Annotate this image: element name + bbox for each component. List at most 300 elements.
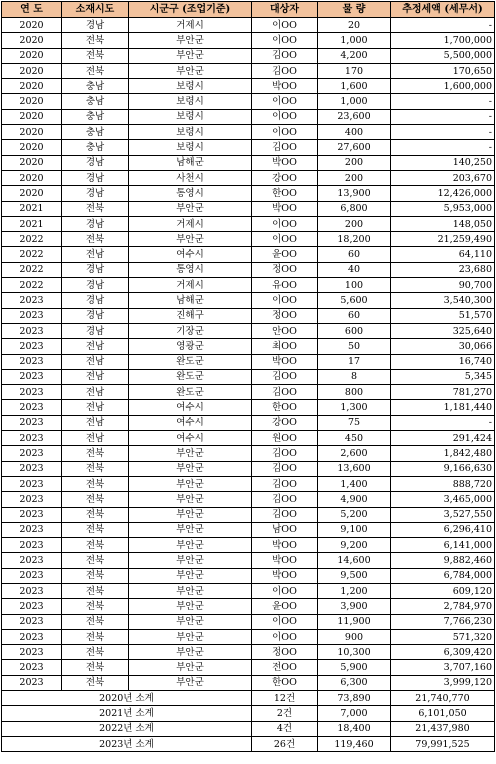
cell-tax-amount: 3,707,160 <box>391 660 495 675</box>
cell-year: 2020 <box>2 109 62 124</box>
cell-subject: 김OO <box>252 492 318 507</box>
table-row <box>2 48 495 63</box>
subtotal-volume: 119,460 <box>318 736 391 751</box>
cell-volume: 5,900 <box>318 660 391 675</box>
cell-year: 2022 <box>2 247 62 262</box>
cell-district: 여수시 <box>129 415 252 430</box>
cell-district: 부안군 <box>129 568 252 583</box>
table-row <box>2 538 495 553</box>
table-row <box>2 293 495 308</box>
subtotal-row <box>2 706 495 721</box>
header-province: 소재시도 <box>62 2 129 18</box>
cell-volume: 75 <box>318 415 391 430</box>
cell-district: 거제시 <box>129 18 252 33</box>
header-year: 연 도 <box>2 2 62 18</box>
cell-tax-amount: 16,740 <box>391 354 495 369</box>
cell-district: 부안군 <box>129 476 252 491</box>
subtotal-label: 2020년 소계 <box>2 691 252 706</box>
cell-volume: 23,600 <box>318 109 391 124</box>
cell-province: 전북 <box>62 599 129 614</box>
cell-district: 진해구 <box>129 308 252 323</box>
cell-subject: 한OO <box>252 186 318 201</box>
cell-tax-amount: 609,120 <box>391 583 495 598</box>
cell-volume: 1,000 <box>318 33 391 48</box>
cell-year: 2023 <box>2 522 62 537</box>
subtotal-amount: 79,991,525 <box>391 736 495 751</box>
cell-volume: 200 <box>318 155 391 170</box>
table-row <box>2 262 495 277</box>
cell-year: 2023 <box>2 369 62 384</box>
cell-tax-amount: 170,650 <box>391 63 495 78</box>
table-row <box>2 522 495 537</box>
cell-province: 경남 <box>62 308 129 323</box>
cell-province: 전북 <box>62 461 129 476</box>
cell-subject: 유OO <box>252 278 318 293</box>
cell-province: 전북 <box>62 201 129 216</box>
table-row <box>2 385 495 400</box>
cell-volume: 17 <box>318 354 391 369</box>
cell-subject: 강OO <box>252 415 318 430</box>
subtotal-label: 2023년 소계 <box>2 736 252 751</box>
cell-district: 부안군 <box>129 201 252 216</box>
table-row <box>2 186 495 201</box>
cell-year: 2023 <box>2 323 62 338</box>
cell-province: 경남 <box>62 293 129 308</box>
cell-district: 부안군 <box>129 522 252 537</box>
cell-subject: 김OO <box>252 446 318 461</box>
cell-subject: 남OO <box>252 522 318 537</box>
cell-tax-amount: 3,527,550 <box>391 507 495 522</box>
cell-subject: 이OO <box>252 125 318 140</box>
cell-volume: 11,900 <box>318 614 391 629</box>
cell-volume: 1,300 <box>318 400 391 415</box>
cell-subject: 김OO <box>252 385 318 400</box>
cell-district: 여수시 <box>129 247 252 262</box>
cell-year: 2020 <box>2 79 62 94</box>
cell-tax-amount: 5,953,000 <box>391 201 495 216</box>
cell-district: 부안군 <box>129 660 252 675</box>
cell-year: 2020 <box>2 170 62 185</box>
cell-province: 경남 <box>62 18 129 33</box>
cell-year: 2023 <box>2 293 62 308</box>
cell-subject: 원OO <box>252 431 318 446</box>
cell-subject: 김OO <box>252 461 318 476</box>
cell-province: 경남 <box>62 278 129 293</box>
table-row <box>2 79 495 94</box>
cell-subject: 정OO <box>252 645 318 660</box>
cell-district: 남해군 <box>129 293 252 308</box>
table-row <box>2 125 495 140</box>
cell-year: 2023 <box>2 568 62 583</box>
cell-district: 부안군 <box>129 63 252 78</box>
cell-province: 전북 <box>62 48 129 63</box>
header-subject: 대상자 <box>252 2 318 18</box>
cell-tax-amount: - <box>391 94 495 109</box>
table-row <box>2 232 495 247</box>
cell-district: 부안군 <box>129 675 252 690</box>
cell-district: 부안군 <box>129 492 252 507</box>
cell-tax-amount: 148,050 <box>391 216 495 231</box>
cell-volume: 8 <box>318 369 391 384</box>
cell-district: 보령시 <box>129 125 252 140</box>
cell-year: 2022 <box>2 262 62 277</box>
subtotal-row <box>2 691 495 706</box>
subtotal-row <box>2 736 495 751</box>
cell-volume: 20 <box>318 18 391 33</box>
table-row <box>2 140 495 155</box>
cell-province: 경남 <box>62 155 129 170</box>
cell-district: 통영시 <box>129 262 252 277</box>
cell-tax-amount: 888,720 <box>391 476 495 491</box>
cell-district: 통영시 <box>129 186 252 201</box>
cell-subject: 박OO <box>252 568 318 583</box>
cell-district: 보령시 <box>129 140 252 155</box>
subtotal-volume: 7,000 <box>318 706 391 721</box>
cell-district: 완도군 <box>129 369 252 384</box>
cell-subject: 박OO <box>252 79 318 94</box>
cell-volume: 9,200 <box>318 538 391 553</box>
table-row <box>2 278 495 293</box>
table-row <box>2 18 495 33</box>
cell-district: 보령시 <box>129 109 252 124</box>
cell-subject: 이OO <box>252 109 318 124</box>
subtotal-volume: 18,400 <box>318 721 391 736</box>
cell-volume: 50 <box>318 339 391 354</box>
cell-volume: 5,200 <box>318 507 391 522</box>
cell-district: 거제시 <box>129 278 252 293</box>
cell-district: 기장군 <box>129 323 252 338</box>
cell-volume: 1,000 <box>318 94 391 109</box>
table-row <box>2 247 495 262</box>
cell-year: 2022 <box>2 232 62 247</box>
cell-district: 보령시 <box>129 79 252 94</box>
cell-district: 보령시 <box>129 94 252 109</box>
subtotal-volume: 73,890 <box>318 691 391 706</box>
cell-year: 2023 <box>2 446 62 461</box>
cell-volume: 18,200 <box>318 232 391 247</box>
cell-year: 2023 <box>2 599 62 614</box>
cell-tax-amount: 571,320 <box>391 629 495 644</box>
cell-subject: 이OO <box>252 583 318 598</box>
cell-subject: 강OO <box>252 170 318 185</box>
table-row <box>2 492 495 507</box>
cell-district: 부안군 <box>129 614 252 629</box>
cell-province: 전북 <box>62 446 129 461</box>
table-row <box>2 369 495 384</box>
cell-year: 2020 <box>2 94 62 109</box>
cell-province: 전남 <box>62 415 129 430</box>
cell-province: 전북 <box>62 675 129 690</box>
subtotal-label: 2021년 소계 <box>2 706 252 721</box>
cell-subject: 윤OO <box>252 599 318 614</box>
cell-volume: 200 <box>318 170 391 185</box>
cell-district: 부안군 <box>129 538 252 553</box>
cell-year: 2020 <box>2 125 62 140</box>
cell-year: 2023 <box>2 492 62 507</box>
cell-subject: 박OO <box>252 155 318 170</box>
cell-district: 남해군 <box>129 155 252 170</box>
cell-tax-amount: 1,181,440 <box>391 400 495 415</box>
cell-province: 전북 <box>62 492 129 507</box>
cell-province: 충남 <box>62 140 129 155</box>
cell-tax-amount: 781,270 <box>391 385 495 400</box>
cell-province: 경남 <box>62 170 129 185</box>
cell-tax-amount: 5,345 <box>391 369 495 384</box>
subtotal-count: 26건 <box>252 736 318 751</box>
cell-volume: 3,900 <box>318 599 391 614</box>
cell-province: 충남 <box>62 94 129 109</box>
cell-year: 2021 <box>2 201 62 216</box>
cell-volume: 170 <box>318 63 391 78</box>
cell-volume: 6,300 <box>318 675 391 690</box>
cell-province: 전북 <box>62 553 129 568</box>
table-row <box>2 583 495 598</box>
cell-volume: 200 <box>318 216 391 231</box>
cell-tax-amount: 3,465,000 <box>391 492 495 507</box>
cell-province: 충남 <box>62 79 129 94</box>
cell-district: 여수시 <box>129 400 252 415</box>
cell-tax-amount: 7,766,230 <box>391 614 495 629</box>
cell-subject: 이OO <box>252 232 318 247</box>
cell-subject: 이OO <box>252 33 318 48</box>
cell-year: 2023 <box>2 675 62 690</box>
table-row <box>2 675 495 690</box>
cell-subject: 정OO <box>252 308 318 323</box>
cell-year: 2023 <box>2 385 62 400</box>
cell-year: 2020 <box>2 48 62 63</box>
cell-year: 2023 <box>2 354 62 369</box>
cell-district: 부안군 <box>129 583 252 598</box>
table-row <box>2 461 495 476</box>
cell-tax-amount: 5,500,000 <box>391 48 495 63</box>
cell-volume: 9,500 <box>318 568 391 583</box>
cell-province: 전북 <box>62 538 129 553</box>
table-row <box>2 660 495 675</box>
cell-volume: 40 <box>318 262 391 277</box>
cell-subject: 전OO <box>252 660 318 675</box>
cell-district: 부안군 <box>129 599 252 614</box>
cell-subject: 박OO <box>252 201 318 216</box>
cell-tax-amount: 1,600,000 <box>391 79 495 94</box>
cell-district: 부안군 <box>129 232 252 247</box>
cell-year: 2023 <box>2 415 62 430</box>
cell-volume: 4,200 <box>318 48 391 63</box>
table-row <box>2 599 495 614</box>
cell-district: 부안군 <box>129 629 252 644</box>
cell-province: 전북 <box>62 63 129 78</box>
cell-tax-amount: 90,700 <box>391 278 495 293</box>
cell-year: 2023 <box>2 629 62 644</box>
cell-year: 2023 <box>2 431 62 446</box>
table-row <box>2 339 495 354</box>
cell-tax-amount: 23,680 <box>391 262 495 277</box>
cell-volume: 14,600 <box>318 553 391 568</box>
cell-tax-amount: 291,424 <box>391 431 495 446</box>
cell-province: 전북 <box>62 660 129 675</box>
cell-tax-amount: 1,700,000 <box>391 33 495 48</box>
cell-volume: 10,300 <box>318 645 391 660</box>
cell-year: 2020 <box>2 140 62 155</box>
cell-volume: 800 <box>318 385 391 400</box>
subtotal-count: 12건 <box>252 691 318 706</box>
cell-volume: 13,900 <box>318 186 391 201</box>
header-district: 시군구 (조업기준) <box>129 2 252 18</box>
cell-province: 전북 <box>62 614 129 629</box>
cell-volume: 27,600 <box>318 140 391 155</box>
cell-tax-amount: - <box>391 140 495 155</box>
cell-subject: 김OO <box>252 507 318 522</box>
table-row <box>2 645 495 660</box>
cell-year: 2020 <box>2 63 62 78</box>
cell-volume: 1,400 <box>318 476 391 491</box>
cell-volume: 1,200 <box>318 583 391 598</box>
cell-year: 2023 <box>2 583 62 598</box>
table-row <box>2 431 495 446</box>
table-row <box>2 446 495 461</box>
cell-tax-amount: 203,670 <box>391 170 495 185</box>
cell-tax-amount: - <box>391 18 495 33</box>
cell-province: 경남 <box>62 262 129 277</box>
cell-province: 전남 <box>62 400 129 415</box>
cell-tax-amount: 1,842,480 <box>391 446 495 461</box>
cell-volume: 450 <box>318 431 391 446</box>
table-row <box>2 354 495 369</box>
header-volume: 물 량 <box>318 2 391 18</box>
cell-year: 2023 <box>2 339 62 354</box>
cell-tax-amount: 325,640 <box>391 323 495 338</box>
cell-district: 영광군 <box>129 339 252 354</box>
cell-tax-amount: - <box>391 415 495 430</box>
cell-year: 2023 <box>2 400 62 415</box>
cell-volume: 13,600 <box>318 461 391 476</box>
cell-subject: 최OO <box>252 339 318 354</box>
cell-subject: 안OO <box>252 323 318 338</box>
cell-volume: 900 <box>318 629 391 644</box>
cell-year: 2020 <box>2 33 62 48</box>
cell-subject: 이OO <box>252 293 318 308</box>
cell-tax-amount: 140,250 <box>391 155 495 170</box>
cell-tax-amount: 2,784,970 <box>391 599 495 614</box>
table-row <box>2 201 495 216</box>
cell-subject: 박OO <box>252 538 318 553</box>
cell-province: 전남 <box>62 369 129 384</box>
table-row <box>2 170 495 185</box>
cell-subject: 김OO <box>252 63 318 78</box>
cell-year: 2020 <box>2 18 62 33</box>
cell-year: 2020 <box>2 155 62 170</box>
cell-year: 2023 <box>2 660 62 675</box>
subtotal-amount: 6,101,050 <box>391 706 495 721</box>
table-row <box>2 155 495 170</box>
cell-volume: 60 <box>318 247 391 262</box>
cell-subject: 이OO <box>252 629 318 644</box>
table-row <box>2 400 495 415</box>
cell-subject: 이OO <box>252 94 318 109</box>
cell-tax-amount: - <box>391 109 495 124</box>
subtotal-row <box>2 721 495 736</box>
cell-subject: 정OO <box>252 262 318 277</box>
cell-province: 전남 <box>62 339 129 354</box>
cell-year: 2023 <box>2 614 62 629</box>
cell-year: 2023 <box>2 308 62 323</box>
subtotal-label: 2022년 소계 <box>2 721 252 736</box>
cell-district: 완도군 <box>129 354 252 369</box>
cell-year: 2021 <box>2 216 62 231</box>
cell-subject: 이OO <box>252 18 318 33</box>
cell-province: 전북 <box>62 629 129 644</box>
cell-tax-amount: 6,296,410 <box>391 522 495 537</box>
cell-province: 전북 <box>62 232 129 247</box>
cell-district: 완도군 <box>129 385 252 400</box>
cell-volume: 400 <box>318 125 391 140</box>
cell-volume: 60 <box>318 308 391 323</box>
cell-tax-amount: 12,426,000 <box>391 186 495 201</box>
cell-tax-amount: 6,141,000 <box>391 538 495 553</box>
cell-district: 거제시 <box>129 216 252 231</box>
table-row <box>2 216 495 231</box>
table-row <box>2 109 495 124</box>
cell-province: 전남 <box>62 431 129 446</box>
cell-province: 경남 <box>62 323 129 338</box>
cell-year: 2023 <box>2 553 62 568</box>
cell-province: 전남 <box>62 354 129 369</box>
cell-volume: 1,600 <box>318 79 391 94</box>
cell-district: 부안군 <box>129 553 252 568</box>
cell-year: 2023 <box>2 461 62 476</box>
cell-district: 부안군 <box>129 48 252 63</box>
cell-tax-amount: 6,309,420 <box>391 645 495 660</box>
cell-district: 사천시 <box>129 170 252 185</box>
header-tax-amount: 추정세액 (세무서) <box>391 2 495 18</box>
table-row <box>2 94 495 109</box>
table-row <box>2 415 495 430</box>
cell-subject: 김OO <box>252 140 318 155</box>
data-table <box>1 1 495 752</box>
cell-tax-amount: 9,166,630 <box>391 461 495 476</box>
subtotal-count: 2건 <box>252 706 318 721</box>
cell-tax-amount: 51,570 <box>391 308 495 323</box>
cell-year: 2023 <box>2 476 62 491</box>
cell-tax-amount: 9,882,460 <box>391 553 495 568</box>
subtotal-amount: 21,437,980 <box>391 721 495 736</box>
cell-year: 2022 <box>2 278 62 293</box>
cell-year: 2023 <box>2 645 62 660</box>
cell-year: 2023 <box>2 507 62 522</box>
cell-subject: 한OO <box>252 400 318 415</box>
cell-tax-amount: 30,066 <box>391 339 495 354</box>
cell-province: 경남 <box>62 186 129 201</box>
cell-province: 충남 <box>62 125 129 140</box>
cell-volume: 6,800 <box>318 201 391 216</box>
cell-year: 2023 <box>2 538 62 553</box>
table-row <box>2 308 495 323</box>
table-row <box>2 63 495 78</box>
cell-district: 부안군 <box>129 507 252 522</box>
cell-district: 여수시 <box>129 431 252 446</box>
cell-subject: 김OO <box>252 369 318 384</box>
cell-province: 전북 <box>62 522 129 537</box>
table-row <box>2 323 495 338</box>
cell-province: 전북 <box>62 568 129 583</box>
cell-tax-amount: 3,999,120 <box>391 675 495 690</box>
cell-province: 전북 <box>62 476 129 491</box>
cell-subject: 김OO <box>252 48 318 63</box>
header-row <box>2 2 495 18</box>
cell-volume: 2,600 <box>318 446 391 461</box>
table-row <box>2 33 495 48</box>
cell-district: 부안군 <box>129 645 252 660</box>
cell-volume: 600 <box>318 323 391 338</box>
